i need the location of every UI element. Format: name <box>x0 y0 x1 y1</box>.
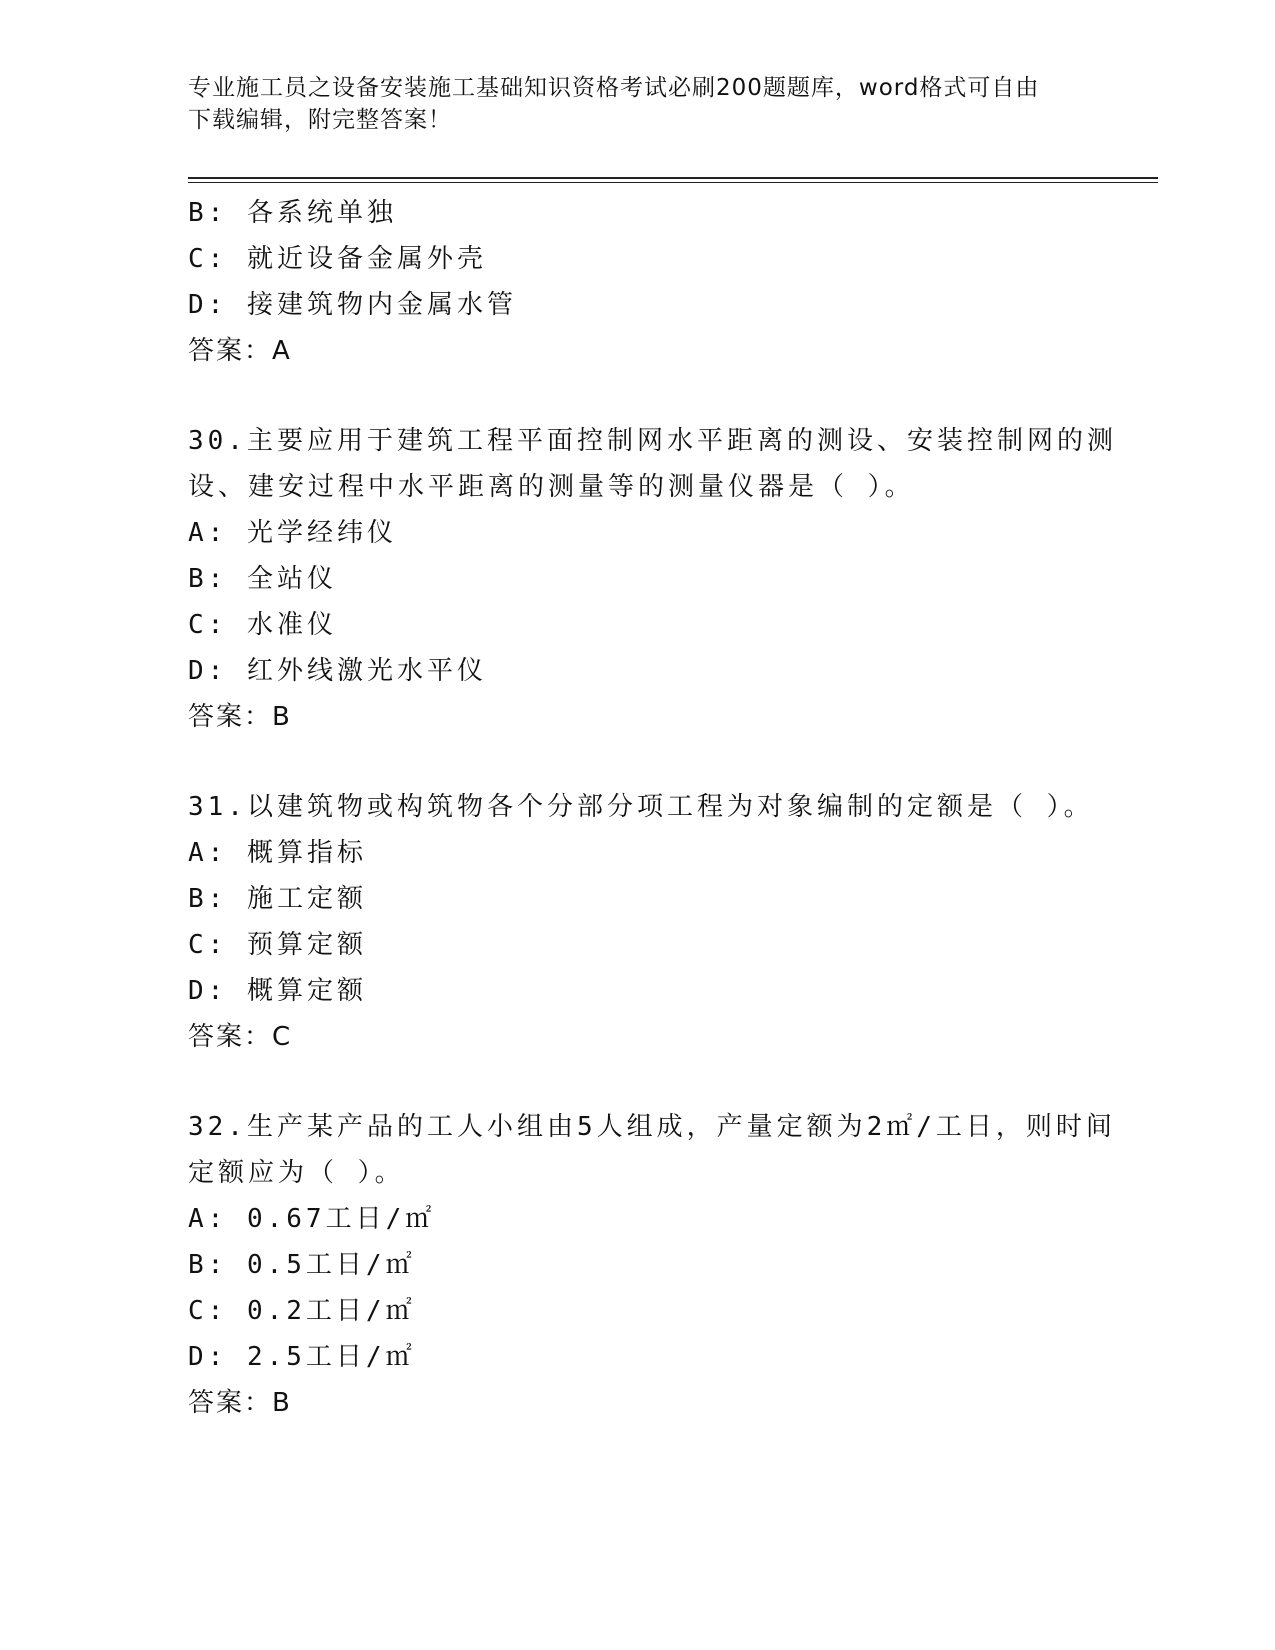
question-content <box>188 190 1117 1426</box>
question-stem-line-2: 定额应为（ ）。 <box>188 1158 405 1188</box>
answer-line: 答案：B <box>188 702 292 732</box>
option-d: D: 红外线激光水平仪 <box>188 656 487 686</box>
header-divider-thin <box>188 182 1158 183</box>
option-a: A: 0.67工日/㎡ <box>188 1204 436 1234</box>
question-31-block <box>188 784 1094 1060</box>
prev-question-block <box>188 190 1088 374</box>
option-c: C: 就近设备金属外壳 <box>188 244 487 274</box>
question-30-block <box>188 418 1117 740</box>
question-32-block <box>188 1104 1116 1426</box>
document-header <box>188 72 1088 136</box>
option-c: C: 预算定额 <box>188 930 367 960</box>
header-line-1: 专业施工员之设备安装施工基础知识资格考试必刷200题题库，word格式可自由 <box>188 75 1040 101</box>
answer-line: 答案：B <box>188 1388 292 1418</box>
header-line-2: 下载编辑，附完整答案！ <box>188 107 452 133</box>
option-c: C: 0.2工日/㎡ <box>188 1296 416 1326</box>
question-stem-line-1: 30.主要应用于建筑工程平面控制网水平距离的测设、安装控制网的测 <box>188 426 1117 456</box>
option-b: B: 0.5工日/㎡ <box>188 1250 416 1280</box>
answer-line: 答案：C <box>188 1022 293 1052</box>
option-c: C: 水准仪 <box>188 610 337 640</box>
question-stem-line-1: 32.生产某产品的工人小组由5人组成，产量定额为2㎡/工日，则时间 <box>188 1112 1116 1142</box>
option-d: D: 概算定额 <box>188 976 367 1006</box>
option-a: A: 光学经纬仪 <box>188 518 397 548</box>
answer-line: 答案：A <box>188 336 292 366</box>
option-d: D: 2.5工日/㎡ <box>188 1342 416 1372</box>
option-b: B: 各系统单独 <box>188 198 397 228</box>
option-b: B: 施工定额 <box>188 884 367 914</box>
header-divider-thick <box>188 177 1158 179</box>
option-d: D: 接建筑物内金属水管 <box>188 290 517 320</box>
question-stem-line-2: 设、建安过程中水平距离的测量等的测量仪器是（ ）。 <box>188 472 915 502</box>
question-stem-line-1: 31.以建筑物或构筑物各个分部分项工程为对象编制的定额是（ ）。 <box>188 792 1094 822</box>
option-a: A: 概算指标 <box>188 838 367 868</box>
option-b: B: 全站仪 <box>188 564 337 594</box>
